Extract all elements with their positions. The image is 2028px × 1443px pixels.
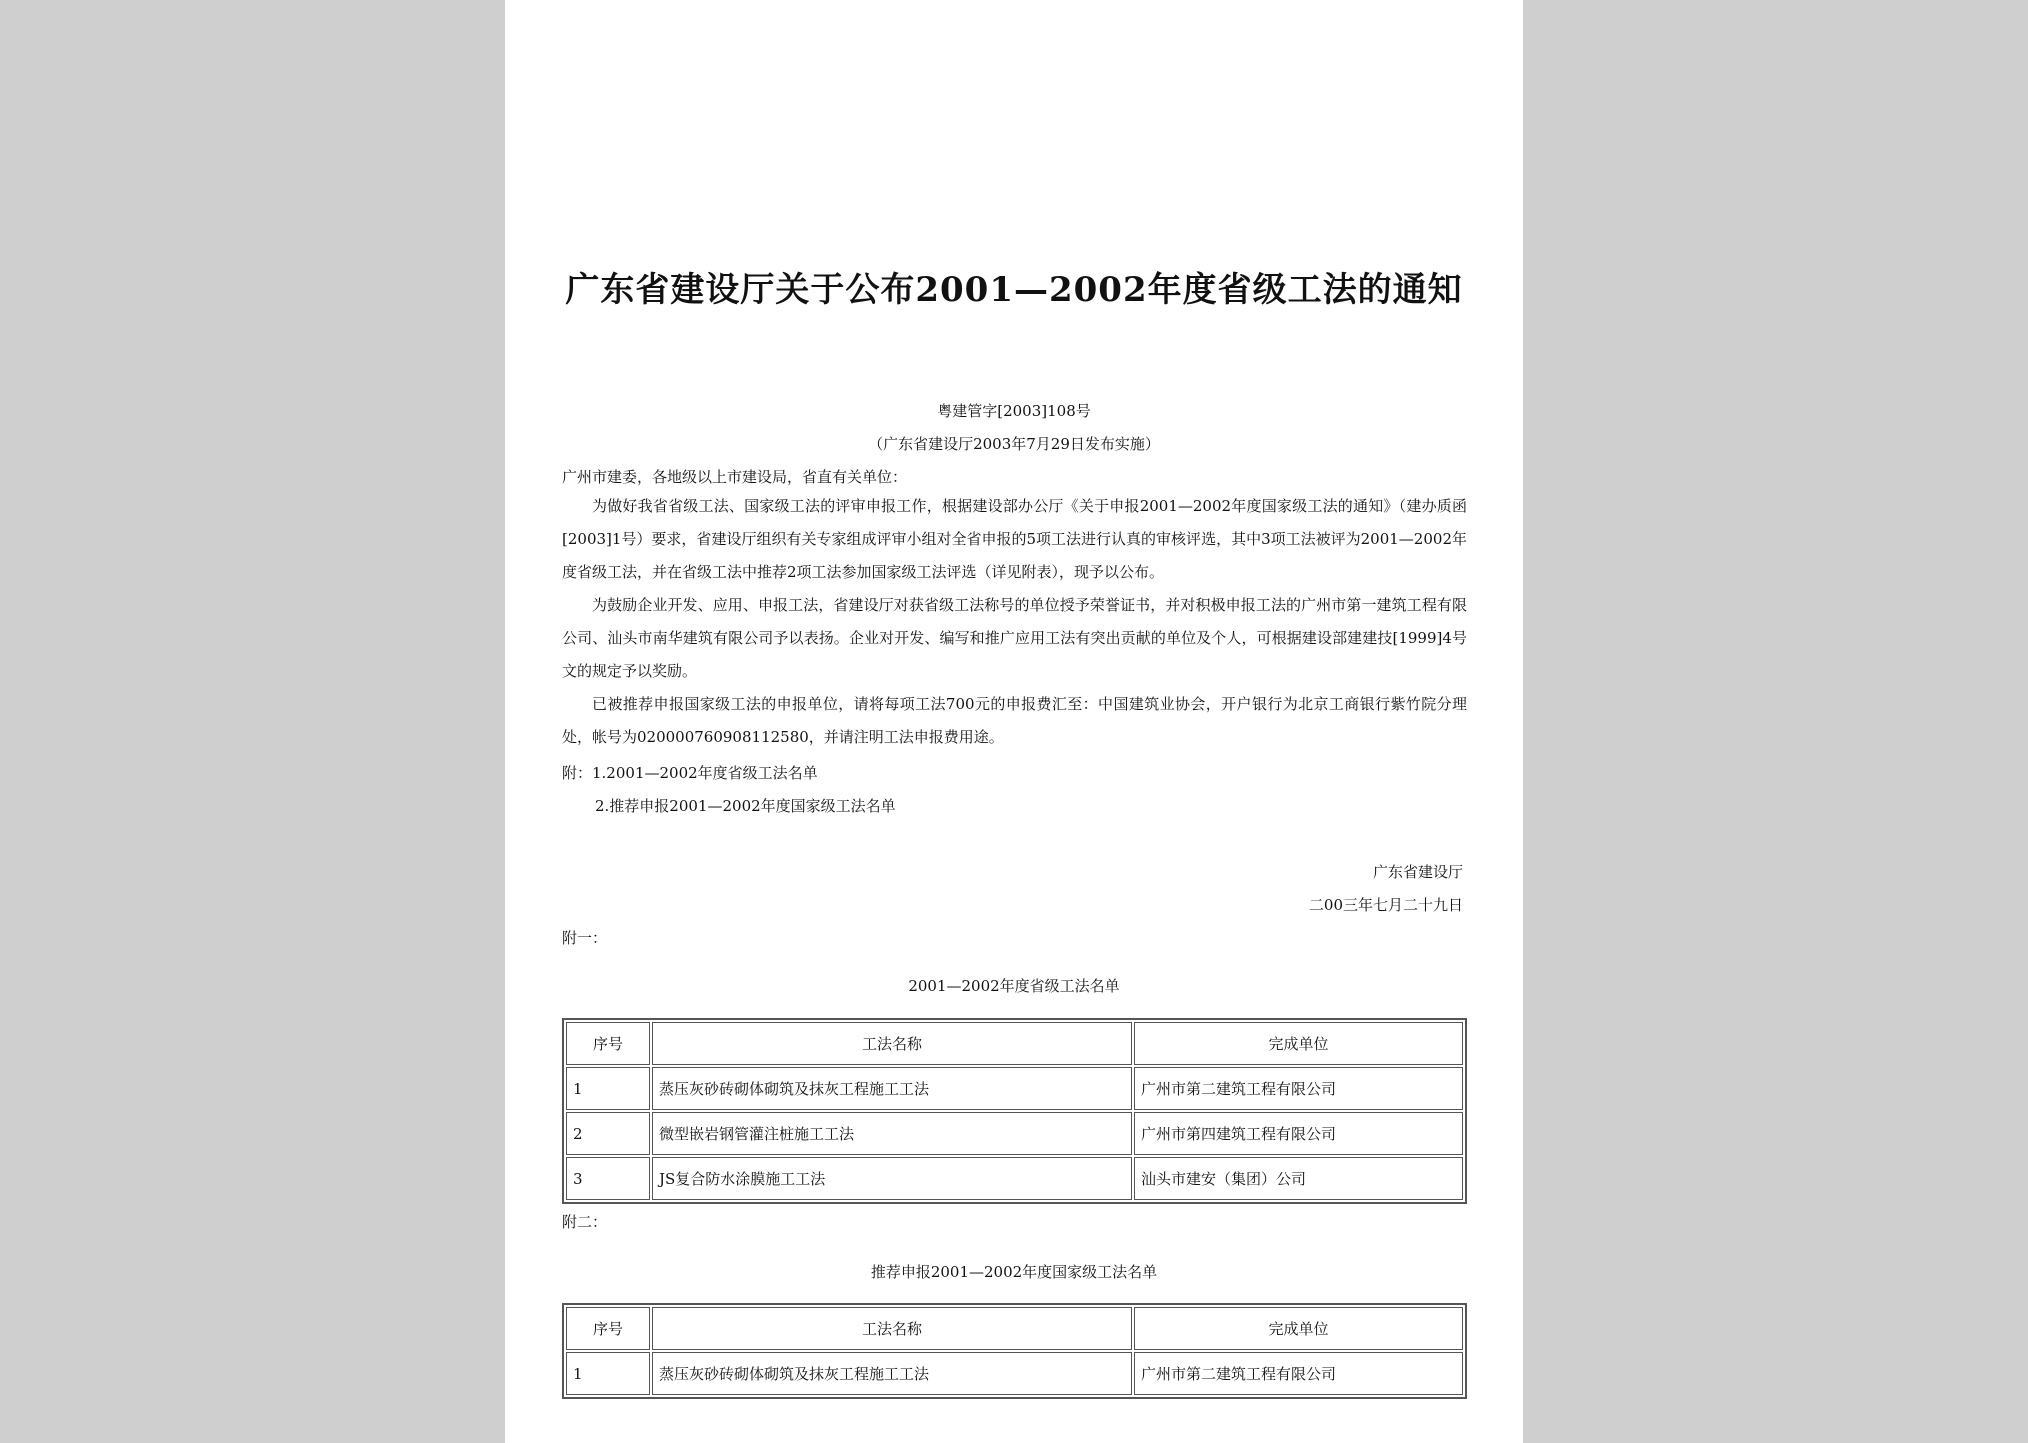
table-cell: 1 [566, 1067, 650, 1110]
header-cell: 序号 [566, 1022, 650, 1065]
header-cell: 完成单位 [1134, 1307, 1463, 1350]
appendix-1-title: 2001—2002年度省级工法名单 [908, 977, 1120, 995]
table-header-row [566, 1307, 1463, 1350]
attachment-2: 2.推荐申报2001—2002年度国家级工法名单 [595, 797, 896, 815]
table-row [566, 1157, 1463, 1200]
issue-note: （广东省建设厅2003年7月29日发布实施） [868, 435, 1160, 453]
appendix-1-label: 附一： [562, 929, 608, 947]
table-row [566, 1067, 1463, 1110]
table-cell: 蒸压灰砂砖砌体砌筑及抹灰工程施工工法 [652, 1067, 1132, 1110]
table-cell: 2 [566, 1112, 650, 1155]
document-page [505, 0, 1523, 1443]
table-cell: 微型嵌岩钢管灌注桩施工工法 [652, 1112, 1132, 1155]
appendix-2-table [562, 1303, 1467, 1399]
table-cell: 蒸压灰砂砖砌体砌筑及抹灰工程施工工法 [652, 1352, 1132, 1395]
signature: 广东省建设厅 [1372, 863, 1463, 881]
header-cell: 工法名称 [652, 1022, 1132, 1065]
addressee: 广州市建委，各地级以上市建设局，省直有关单位： [562, 468, 908, 486]
table-cell: 汕头市建安（集团）公司 [1134, 1157, 1463, 1200]
appendix-2-label: 附二： [562, 1213, 608, 1231]
header-cell: 工法名称 [652, 1307, 1132, 1350]
paragraph-2: 为鼓励企业开发、应用、申报工法，省建设厅对获省级工法称号的单位授予荣誉证书，并对积极申报工法的广州市第一建筑工程有限公司、汕头市南华建筑有限公司予以表扬。企业对开发、编写和推广应用工法有突出贡献的单位及个人，可根据建设部建建技[1999]4号文的规定予以奖励。 [562, 596, 1467, 680]
table-row [566, 1352, 1463, 1395]
document-number: 粤建管字[2003]108号 [937, 402, 1091, 420]
document-title: 广东省建设厅关于公布2001—2002年度省级工法的通知 [565, 270, 1463, 310]
attachments-label: 附：1.2001—2002年度省级工法名单 [562, 764, 818, 782]
header-cell: 序号 [566, 1307, 650, 1350]
paragraph-1: 为做好我省省级工法、国家级工法的评审申报工作，根据建设部办公厅《关于申报2001—2002年度国家级工法的通知》（建办质函[2003]1号）要求，省建设厅组织有关专家组成评审小组对全省申报的5项工法进行认真的审核评选，其中3项工法被评为2001—2002年度省级工法，并在省级工法中推荐2项工法参加国家级工法评选（详见附表），现予以公布。 [562, 497, 1467, 581]
appendix-2-title: 推荐申报2001—2002年度国家级工法名单 [870, 1263, 1158, 1281]
document-date: 二00三年七月二十九日 [1308, 896, 1463, 914]
table-cell: 3 [566, 1157, 650, 1200]
table-row [566, 1112, 1463, 1155]
header-cell: 完成单位 [1134, 1022, 1463, 1065]
table-cell: 广州市第二建筑工程有限公司 [1134, 1067, 1463, 1110]
table-cell: 广州市第二建筑工程有限公司 [1134, 1352, 1463, 1395]
paragraph-3: 已被推荐申报国家级工法的申报单位，请将每项工法700元的申报费汇至：中国建筑业协会，开户银行为北京工商银行紫竹院分理处，帐号为020000760908112580，并请注明工法申报费用途。 [562, 695, 1467, 746]
table-header-row [566, 1022, 1463, 1065]
table-cell: 1 [566, 1352, 650, 1395]
appendix-1-table [562, 1018, 1467, 1204]
table-cell: 广州市第四建筑工程有限公司 [1134, 1112, 1463, 1155]
table-cell: JS复合防水涂膜施工工法 [652, 1157, 1132, 1200]
